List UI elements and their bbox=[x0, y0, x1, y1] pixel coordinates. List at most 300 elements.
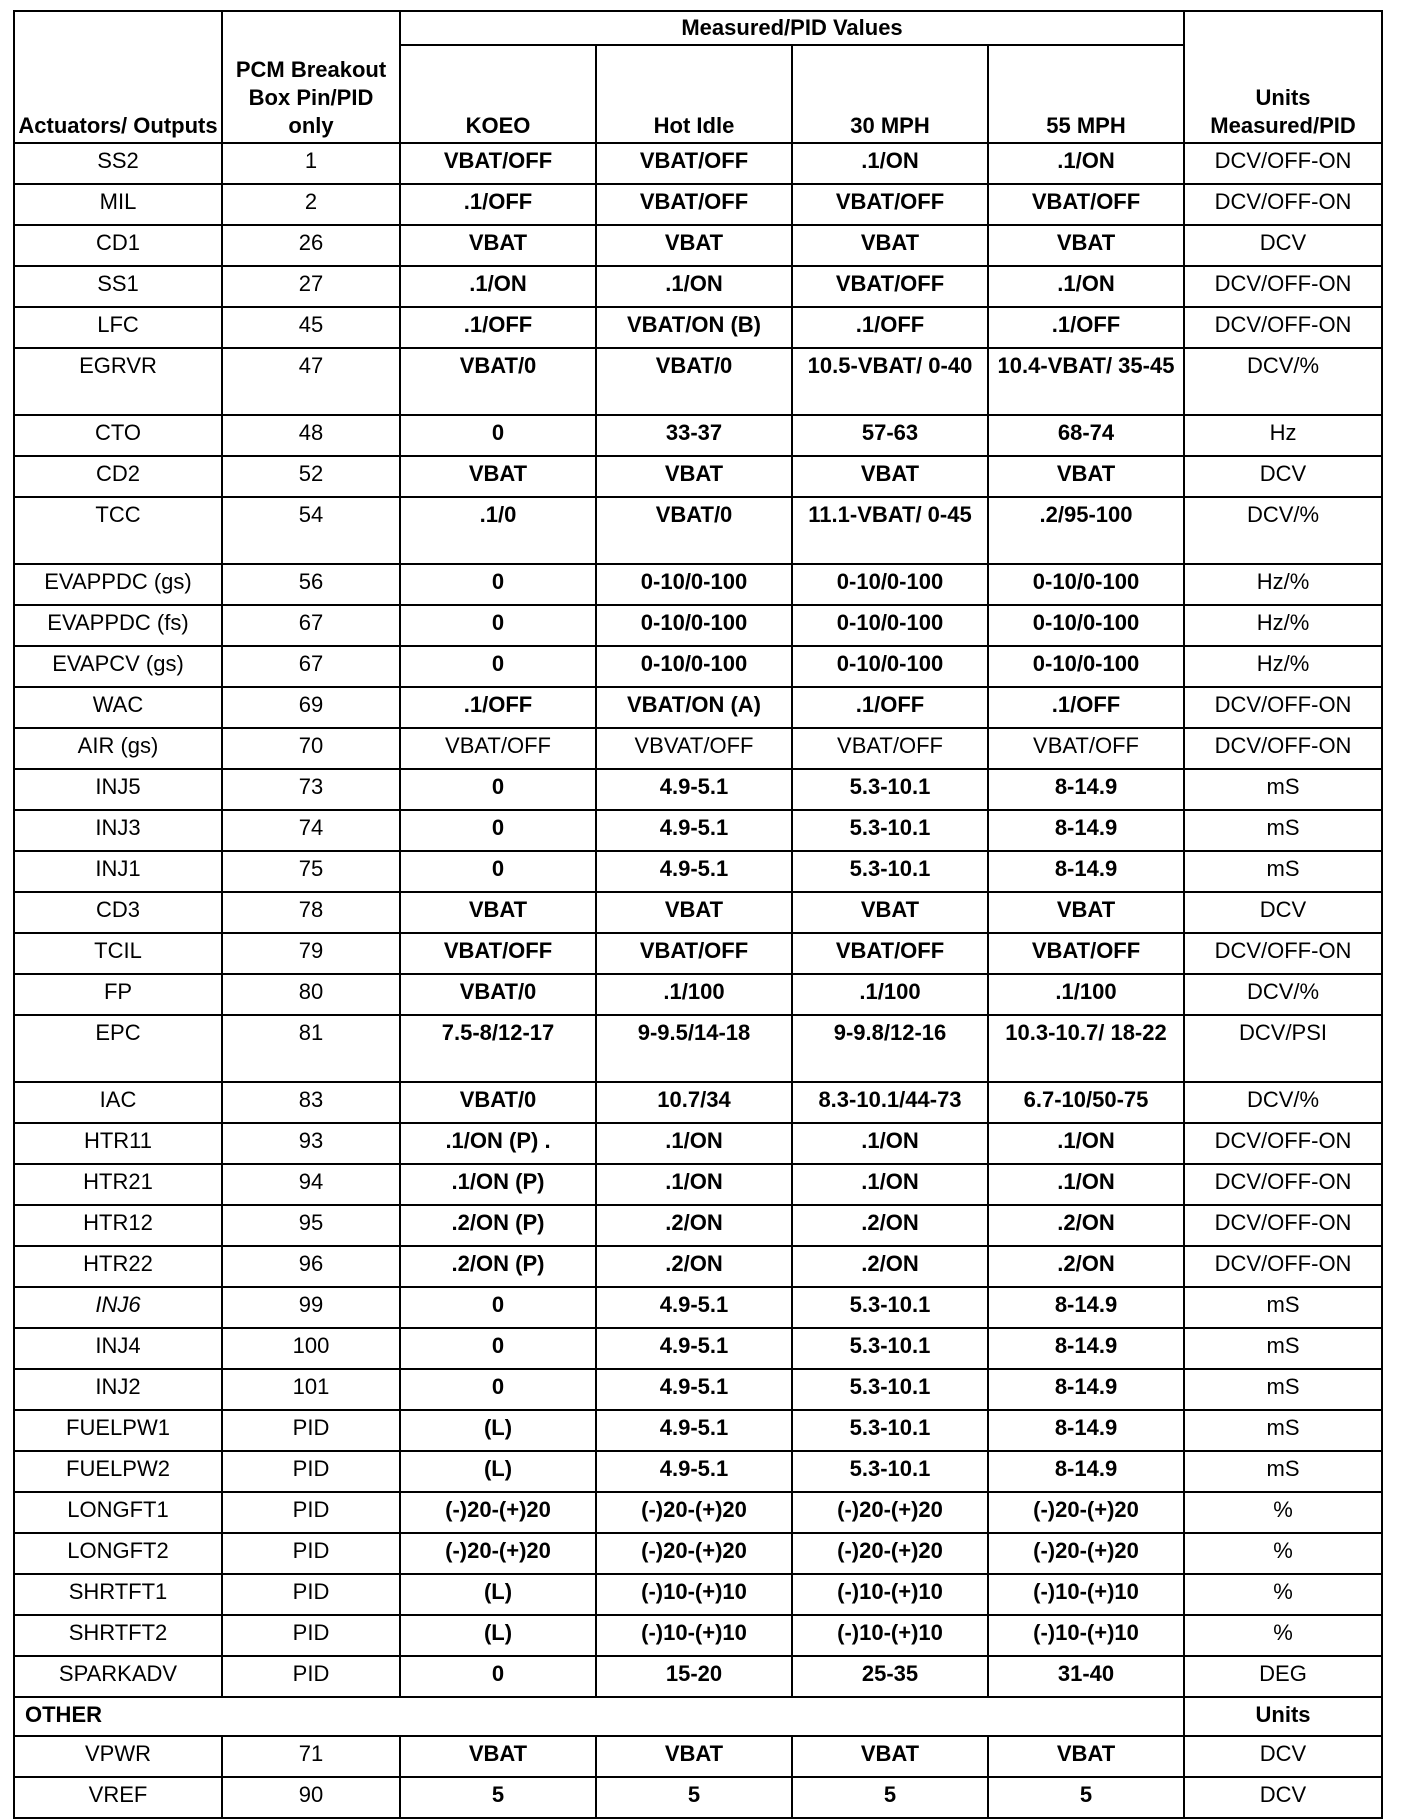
table-row bbox=[14, 1533, 1382, 1574]
row-units: mS bbox=[1184, 1287, 1382, 1328]
row-koeo-value: 0 bbox=[400, 1656, 596, 1697]
row-pin: 95 bbox=[222, 1205, 400, 1246]
row-55-mph-value: VBAT bbox=[988, 225, 1184, 266]
row-55-mph-value: VBAT bbox=[988, 456, 1184, 497]
row-pin: 56 bbox=[222, 564, 400, 605]
row-55-mph-value: 0-10/0-100 bbox=[988, 564, 1184, 605]
row-actuator-name: CD2 bbox=[14, 456, 222, 497]
row-55-mph-value: 0-10/0-100 bbox=[988, 646, 1184, 687]
row-units: mS bbox=[1184, 1410, 1382, 1451]
row-pin: 69 bbox=[222, 687, 400, 728]
row-55-mph-value: 8-14.9 bbox=[988, 1410, 1184, 1451]
row-units: Hz/% bbox=[1184, 605, 1382, 646]
row-55-mph-value: 10.3-10.7/ 18-22 bbox=[988, 1015, 1184, 1082]
row-55-mph-value: .1/ON bbox=[988, 1164, 1184, 1205]
row-actuator-name: FUELPW2 bbox=[14, 1451, 222, 1492]
row-30-mph-value: .1/ON bbox=[792, 143, 988, 184]
header-measured-pid: Measured/PID Values bbox=[400, 11, 1184, 45]
row-units: mS bbox=[1184, 851, 1382, 892]
table-row bbox=[14, 1574, 1382, 1615]
row-30-mph-value: 5.3-10.1 bbox=[792, 1287, 988, 1328]
row-units: DCV/OFF-ON bbox=[1184, 307, 1382, 348]
row-30-mph-value: .1/OFF bbox=[792, 687, 988, 728]
row-55-mph-value: 8-14.9 bbox=[988, 769, 1184, 810]
table-row bbox=[14, 415, 1382, 456]
row-actuator-name: EVAPPDC (gs) bbox=[14, 564, 222, 605]
row-units: DCV/OFF-ON bbox=[1184, 1123, 1382, 1164]
row-koeo-value: (L) bbox=[400, 1615, 596, 1656]
row-30-mph-value: VBAT/OFF bbox=[792, 933, 988, 974]
row-koeo-value: VBAT bbox=[400, 892, 596, 933]
row-actuator-name: LFC bbox=[14, 307, 222, 348]
row-koeo-value: 0 bbox=[400, 415, 596, 456]
table-row bbox=[14, 892, 1382, 933]
row-55-mph-value: VBAT bbox=[988, 892, 1184, 933]
table-row bbox=[14, 1164, 1382, 1205]
table-row bbox=[14, 348, 1382, 415]
row-units: DCV bbox=[1184, 892, 1382, 933]
row-units: DCV/OFF-ON bbox=[1184, 687, 1382, 728]
row-hot-idle-value: 4.9-5.1 bbox=[596, 769, 792, 810]
table-row bbox=[14, 1015, 1382, 1082]
table-row bbox=[14, 1369, 1382, 1410]
row-30-mph-value: VBAT bbox=[792, 892, 988, 933]
row-30-mph-value: VBAT bbox=[792, 456, 988, 497]
row-koeo-value: VBAT/OFF bbox=[400, 143, 596, 184]
row-hot-idle-value: VBAT bbox=[596, 456, 792, 497]
row-pin: PID bbox=[222, 1656, 400, 1697]
row-pin: 96 bbox=[222, 1246, 400, 1287]
row-pin: 1 bbox=[222, 143, 400, 184]
table-body bbox=[14, 143, 1382, 1697]
row-hot-idle-value: 10.7/34 bbox=[596, 1082, 792, 1123]
row-30-mph-value: 11.1-VBAT/ 0-45 bbox=[792, 497, 988, 564]
row-hot-idle-value: .2/ON bbox=[596, 1205, 792, 1246]
row-actuator-name: HTR22 bbox=[14, 1246, 222, 1287]
row-pin: PID bbox=[222, 1410, 400, 1451]
row-units: DCV/OFF-ON bbox=[1184, 1164, 1382, 1205]
row-hot-idle-value: VBVAT/OFF bbox=[596, 728, 792, 769]
row-koeo-value: VBAT/OFF bbox=[400, 728, 596, 769]
row-pin: 48 bbox=[222, 415, 400, 456]
table-row bbox=[14, 497, 1382, 564]
row-hot-idle-value: 4.9-5.1 bbox=[596, 1410, 792, 1451]
row-55-mph-value: 8-14.9 bbox=[988, 810, 1184, 851]
row-actuator-name: HTR21 bbox=[14, 1164, 222, 1205]
row-units: DCV/% bbox=[1184, 497, 1382, 564]
row-units: DCV bbox=[1184, 456, 1382, 497]
row-55-mph-value: (-)10-(+)10 bbox=[988, 1574, 1184, 1615]
row-55-mph-value: .1/ON bbox=[988, 266, 1184, 307]
row-pin: 101 bbox=[222, 1369, 400, 1410]
row-pin: 80 bbox=[222, 974, 400, 1015]
row-30-mph-value: 0-10/0-100 bbox=[792, 646, 988, 687]
row-units: DCV/OFF-ON bbox=[1184, 143, 1382, 184]
table-row bbox=[14, 143, 1382, 184]
table-row bbox=[14, 1328, 1382, 1369]
row-koeo-value: 5 bbox=[400, 1777, 596, 1818]
row-30-mph-value: VBAT/OFF bbox=[792, 184, 988, 225]
row-55-mph-value: .1/100 bbox=[988, 974, 1184, 1015]
row-pin: 79 bbox=[222, 933, 400, 974]
table-row bbox=[14, 564, 1382, 605]
row-pin: 52 bbox=[222, 456, 400, 497]
row-55-mph-value: 0-10/0-100 bbox=[988, 605, 1184, 646]
row-units: mS bbox=[1184, 769, 1382, 810]
row-pin: 81 bbox=[222, 1015, 400, 1082]
row-55-mph-value: .1/OFF bbox=[988, 307, 1184, 348]
row-actuator-name: CD3 bbox=[14, 892, 222, 933]
table-row bbox=[14, 851, 1382, 892]
row-hot-idle-value: VBAT/OFF bbox=[596, 143, 792, 184]
row-koeo-value: VBAT bbox=[400, 225, 596, 266]
table-row bbox=[14, 456, 1382, 497]
row-units: DCV/% bbox=[1184, 348, 1382, 415]
row-actuator-name: VREF bbox=[14, 1777, 222, 1818]
row-units: Hz bbox=[1184, 415, 1382, 456]
row-30-mph-value: 57-63 bbox=[792, 415, 988, 456]
row-pin: 26 bbox=[222, 225, 400, 266]
row-pin: PID bbox=[222, 1615, 400, 1656]
row-hot-idle-value: 15-20 bbox=[596, 1656, 792, 1697]
row-hot-idle-value: (-)10-(+)10 bbox=[596, 1574, 792, 1615]
row-30-mph-value: (-)20-(+)20 bbox=[792, 1533, 988, 1574]
row-55-mph-value: .1/ON bbox=[988, 1123, 1184, 1164]
row-pin: 73 bbox=[222, 769, 400, 810]
row-units: DCV bbox=[1184, 225, 1382, 266]
row-actuator-name: SPARKADV bbox=[14, 1656, 222, 1697]
row-units: % bbox=[1184, 1615, 1382, 1656]
row-actuator-name: INJ4 bbox=[14, 1328, 222, 1369]
row-actuator-name: LONGFT2 bbox=[14, 1533, 222, 1574]
table-row bbox=[14, 605, 1382, 646]
row-units: Hz/% bbox=[1184, 646, 1382, 687]
row-pin: 67 bbox=[222, 646, 400, 687]
row-units: Hz/% bbox=[1184, 564, 1382, 605]
row-30-mph-value: 5.3-10.1 bbox=[792, 810, 988, 851]
row-pin: 78 bbox=[222, 892, 400, 933]
row-koeo-value: VBAT bbox=[400, 1736, 596, 1777]
row-actuator-name: IAC bbox=[14, 1082, 222, 1123]
row-hot-idle-value: VBAT/0 bbox=[596, 348, 792, 415]
row-actuator-name: SS2 bbox=[14, 143, 222, 184]
row-actuator-name: WAC bbox=[14, 687, 222, 728]
table-row bbox=[14, 1205, 1382, 1246]
row-55-mph-value: 8-14.9 bbox=[988, 851, 1184, 892]
table-header bbox=[14, 11, 1382, 143]
table-row bbox=[14, 1451, 1382, 1492]
table-row bbox=[14, 769, 1382, 810]
row-hot-idle-value: VBAT/ON (A) bbox=[596, 687, 792, 728]
row-hot-idle-value: .1/ON bbox=[596, 1164, 792, 1205]
row-actuator-name: LONGFT1 bbox=[14, 1492, 222, 1533]
other-units-label: Units bbox=[1184, 1697, 1382, 1736]
row-55-mph-value: VBAT/OFF bbox=[988, 184, 1184, 225]
row-koeo-value: 0 bbox=[400, 646, 596, 687]
row-koeo-value: (L) bbox=[400, 1574, 596, 1615]
row-koeo-value: 0 bbox=[400, 1287, 596, 1328]
row-pin: 74 bbox=[222, 810, 400, 851]
table-row bbox=[14, 184, 1382, 225]
row-hot-idle-value: 4.9-5.1 bbox=[596, 1287, 792, 1328]
row-actuator-name: AIR (gs) bbox=[14, 728, 222, 769]
row-55-mph-value: 31-40 bbox=[988, 1656, 1184, 1697]
row-30-mph-value: 8.3-10.1/44-73 bbox=[792, 1082, 988, 1123]
table-row bbox=[14, 266, 1382, 307]
table-row bbox=[14, 933, 1382, 974]
other-label: OTHER bbox=[14, 1697, 1184, 1736]
row-pin: 70 bbox=[222, 728, 400, 769]
row-30-mph-value: 5 bbox=[792, 1777, 988, 1818]
row-koeo-value: (-)20-(+)20 bbox=[400, 1533, 596, 1574]
row-55-mph-value: (-)10-(+)10 bbox=[988, 1615, 1184, 1656]
row-pin: 83 bbox=[222, 1082, 400, 1123]
other-section bbox=[14, 1697, 1382, 1818]
row-units: DCV/% bbox=[1184, 1082, 1382, 1123]
row-55-mph-value: 8-14.9 bbox=[988, 1451, 1184, 1492]
row-actuator-name: EPC bbox=[14, 1015, 222, 1082]
row-koeo-value: 0 bbox=[400, 605, 596, 646]
row-hot-idle-value: 4.9-5.1 bbox=[596, 851, 792, 892]
row-hot-idle-value: (-)20-(+)20 bbox=[596, 1533, 792, 1574]
row-actuator-name: HTR11 bbox=[14, 1123, 222, 1164]
row-hot-idle-value: .1/ON bbox=[596, 1123, 792, 1164]
header-units: Units Measured/PID bbox=[1184, 11, 1382, 143]
row-koeo-value: 0 bbox=[400, 1328, 596, 1369]
row-pin: 27 bbox=[222, 266, 400, 307]
row-koeo-value: .1/OFF bbox=[400, 184, 596, 225]
table-row bbox=[14, 687, 1382, 728]
row-koeo-value: .1/ON (P) bbox=[400, 1164, 596, 1205]
row-actuator-name: CTO bbox=[14, 415, 222, 456]
row-55-mph-value: 8-14.9 bbox=[988, 1287, 1184, 1328]
row-units: DCV/OFF-ON bbox=[1184, 1246, 1382, 1287]
row-actuator-name: FUELPW1 bbox=[14, 1410, 222, 1451]
row-pin: 94 bbox=[222, 1164, 400, 1205]
row-units: DCV bbox=[1184, 1736, 1382, 1777]
row-30-mph-value: 5.3-10.1 bbox=[792, 1328, 988, 1369]
row-30-mph-value: 5.3-10.1 bbox=[792, 851, 988, 892]
row-55-mph-value: (-)20-(+)20 bbox=[988, 1533, 1184, 1574]
row-30-mph-value: .2/ON bbox=[792, 1205, 988, 1246]
row-koeo-value: VBAT bbox=[400, 456, 596, 497]
row-30-mph-value: (-)20-(+)20 bbox=[792, 1492, 988, 1533]
table-row bbox=[14, 1246, 1382, 1287]
row-55-mph-value: 10.4-VBAT/ 35-45 bbox=[988, 348, 1184, 415]
row-koeo-value: (L) bbox=[400, 1410, 596, 1451]
table-row bbox=[14, 1777, 1382, 1818]
row-units: % bbox=[1184, 1533, 1382, 1574]
row-koeo-value: .1/ON (P) . bbox=[400, 1123, 596, 1164]
row-pin: PID bbox=[222, 1574, 400, 1615]
row-55-mph-value: .2/ON bbox=[988, 1205, 1184, 1246]
row-units: DCV/OFF-ON bbox=[1184, 184, 1382, 225]
row-30-mph-value: .1/ON bbox=[792, 1123, 988, 1164]
row-pin: 90 bbox=[222, 1777, 400, 1818]
row-pin: 67 bbox=[222, 605, 400, 646]
row-30-mph-value: .2/ON bbox=[792, 1246, 988, 1287]
row-hot-idle-value: 4.9-5.1 bbox=[596, 810, 792, 851]
row-units: DCV/PSI bbox=[1184, 1015, 1382, 1082]
row-30-mph-value: 0-10/0-100 bbox=[792, 564, 988, 605]
row-55-mph-value: (-)20-(+)20 bbox=[988, 1492, 1184, 1533]
row-actuator-name: INJ5 bbox=[14, 769, 222, 810]
row-55-mph-value: VBAT/OFF bbox=[988, 933, 1184, 974]
row-actuator-name: HTR12 bbox=[14, 1205, 222, 1246]
row-actuator-name: INJ2 bbox=[14, 1369, 222, 1410]
row-hot-idle-value: VBAT/0 bbox=[596, 497, 792, 564]
table-row bbox=[14, 810, 1382, 851]
row-hot-idle-value: 5 bbox=[596, 1777, 792, 1818]
row-units: DEG bbox=[1184, 1656, 1382, 1697]
row-koeo-value: 0 bbox=[400, 769, 596, 810]
row-30-mph-value: VBAT bbox=[792, 225, 988, 266]
row-units: DCV/OFF-ON bbox=[1184, 728, 1382, 769]
row-55-mph-value: 5 bbox=[988, 1777, 1184, 1818]
row-30-mph-value: 25-35 bbox=[792, 1656, 988, 1697]
row-actuator-name: EVAPPDC (fs) bbox=[14, 605, 222, 646]
row-hot-idle-value: .2/ON bbox=[596, 1246, 792, 1287]
table-row bbox=[14, 225, 1382, 266]
row-hot-idle-value: (-)20-(+)20 bbox=[596, 1492, 792, 1533]
row-pin: PID bbox=[222, 1451, 400, 1492]
row-actuator-name: VPWR bbox=[14, 1736, 222, 1777]
header-hot-idle: Hot Idle bbox=[596, 45, 792, 143]
row-koeo-value: 0 bbox=[400, 564, 596, 605]
row-hot-idle-value: VBAT/OFF bbox=[596, 933, 792, 974]
row-pin: 54 bbox=[222, 497, 400, 564]
table-row bbox=[14, 1123, 1382, 1164]
row-hot-idle-value: 0-10/0-100 bbox=[596, 564, 792, 605]
table-row bbox=[14, 1656, 1382, 1697]
row-actuator-name: MIL bbox=[14, 184, 222, 225]
row-hot-idle-value: VBAT bbox=[596, 892, 792, 933]
header-30-mph: 30 MPH bbox=[792, 45, 988, 143]
row-hot-idle-value: (-)10-(+)10 bbox=[596, 1615, 792, 1656]
table-row bbox=[14, 1615, 1382, 1656]
row-pin: 45 bbox=[222, 307, 400, 348]
row-units: mS bbox=[1184, 1451, 1382, 1492]
row-30-mph-value: .1/ON bbox=[792, 1164, 988, 1205]
row-30-mph-value: (-)10-(+)10 bbox=[792, 1574, 988, 1615]
row-koeo-value: VBAT/0 bbox=[400, 974, 596, 1015]
row-units: % bbox=[1184, 1574, 1382, 1615]
row-55-mph-value: .2/95-100 bbox=[988, 497, 1184, 564]
row-actuator-name: TCC bbox=[14, 497, 222, 564]
row-55-mph-value: .1/ON bbox=[988, 143, 1184, 184]
row-koeo-value: 7.5-8/12-17 bbox=[400, 1015, 596, 1082]
table-row bbox=[14, 1082, 1382, 1123]
row-actuator-name: CD1 bbox=[14, 225, 222, 266]
table-row bbox=[14, 1287, 1382, 1328]
row-koeo-value: .2/ON (P) bbox=[400, 1246, 596, 1287]
row-30-mph-value: 5.3-10.1 bbox=[792, 769, 988, 810]
row-units: DCV/OFF-ON bbox=[1184, 1205, 1382, 1246]
row-hot-idle-value: VBAT/OFF bbox=[596, 184, 792, 225]
row-30-mph-value: 5.3-10.1 bbox=[792, 1451, 988, 1492]
row-actuator-name: INJ6 bbox=[14, 1287, 222, 1328]
row-30-mph-value: 0-10/0-100 bbox=[792, 605, 988, 646]
row-hot-idle-value: 0-10/0-100 bbox=[596, 646, 792, 687]
row-hot-idle-value: .1/100 bbox=[596, 974, 792, 1015]
row-actuator-name: TCIL bbox=[14, 933, 222, 974]
row-koeo-value: .2/ON (P) bbox=[400, 1205, 596, 1246]
row-koeo-value: .1/ON bbox=[400, 266, 596, 307]
row-koeo-value: 0 bbox=[400, 851, 596, 892]
row-units: % bbox=[1184, 1492, 1382, 1533]
row-actuator-name: SHRTFT2 bbox=[14, 1615, 222, 1656]
row-55-mph-value: 68-74 bbox=[988, 415, 1184, 456]
table-row bbox=[14, 307, 1382, 348]
table-row bbox=[14, 1410, 1382, 1451]
row-actuator-name: INJ3 bbox=[14, 810, 222, 851]
row-pin: 47 bbox=[222, 348, 400, 415]
actuator-pid-table bbox=[13, 10, 1383, 1819]
row-hot-idle-value: 0-10/0-100 bbox=[596, 605, 792, 646]
row-koeo-value: VBAT/0 bbox=[400, 1082, 596, 1123]
row-hot-idle-value: VBAT bbox=[596, 1736, 792, 1777]
pid-values-sheet bbox=[13, 10, 1381, 1819]
row-units: DCV/OFF-ON bbox=[1184, 933, 1382, 974]
row-pin: PID bbox=[222, 1492, 400, 1533]
row-pin: 93 bbox=[222, 1123, 400, 1164]
row-30-mph-value: 9-9.8/12-16 bbox=[792, 1015, 988, 1082]
row-pin: 100 bbox=[222, 1328, 400, 1369]
table-row bbox=[14, 1736, 1382, 1777]
row-pin: 99 bbox=[222, 1287, 400, 1328]
row-55-mph-value: VBAT bbox=[988, 1736, 1184, 1777]
header-koeo: KOEO bbox=[400, 45, 596, 143]
row-units: mS bbox=[1184, 810, 1382, 851]
row-30-mph-value: VBAT/OFF bbox=[792, 266, 988, 307]
row-hot-idle-value: .1/ON bbox=[596, 266, 792, 307]
row-hot-idle-value: 9-9.5/14-18 bbox=[596, 1015, 792, 1082]
header-55-mph: 55 MPH bbox=[988, 45, 1184, 143]
row-actuator-name: EVAPCV (gs) bbox=[14, 646, 222, 687]
row-30-mph-value: 10.5-VBAT/ 0-40 bbox=[792, 348, 988, 415]
table-row bbox=[14, 1492, 1382, 1533]
row-koeo-value: .1/OFF bbox=[400, 687, 596, 728]
row-actuator-name: FP bbox=[14, 974, 222, 1015]
row-koeo-value: 0 bbox=[400, 810, 596, 851]
row-hot-idle-value: 4.9-5.1 bbox=[596, 1328, 792, 1369]
row-55-mph-value: 6.7-10/50-75 bbox=[988, 1082, 1184, 1123]
row-pin: 71 bbox=[222, 1736, 400, 1777]
row-units: mS bbox=[1184, 1328, 1382, 1369]
table-row bbox=[14, 728, 1382, 769]
row-koeo-value: VBAT/0 bbox=[400, 348, 596, 415]
header-actuators: Actuators/ Outputs bbox=[14, 11, 222, 143]
row-koeo-value: .1/0 bbox=[400, 497, 596, 564]
row-units: DCV bbox=[1184, 1777, 1382, 1818]
row-55-mph-value: .2/ON bbox=[988, 1246, 1184, 1287]
row-30-mph-value: 5.3-10.1 bbox=[792, 1369, 988, 1410]
row-actuator-name: SS1 bbox=[14, 266, 222, 307]
header-pcm-breakout: PCM Breakout Box Pin/PID only bbox=[222, 11, 400, 143]
row-30-mph-value: VBAT/OFF bbox=[792, 728, 988, 769]
row-koeo-value: VBAT/OFF bbox=[400, 933, 596, 974]
row-pin: PID bbox=[222, 1533, 400, 1574]
row-koeo-value: 0 bbox=[400, 1369, 596, 1410]
row-30-mph-value: .1/OFF bbox=[792, 307, 988, 348]
row-hot-idle-value: 33-37 bbox=[596, 415, 792, 456]
row-30-mph-value: 5.3-10.1 bbox=[792, 1410, 988, 1451]
row-actuator-name: INJ1 bbox=[14, 851, 222, 892]
row-units: mS bbox=[1184, 1369, 1382, 1410]
row-units: DCV/% bbox=[1184, 974, 1382, 1015]
row-pin: 75 bbox=[222, 851, 400, 892]
row-koeo-value: (L) bbox=[400, 1451, 596, 1492]
